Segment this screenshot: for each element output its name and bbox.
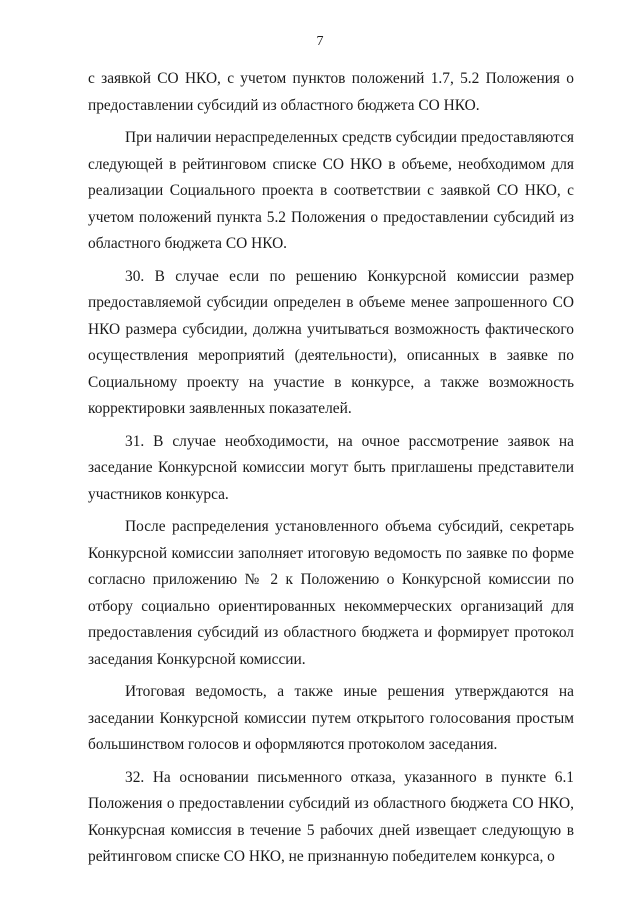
paragraph-clause-31: 31. В случае необходимости, на очное рассмотрение заявок на заседание Конкурсной комиссии могут быть приглашены представители участников конкурса. — [88, 432, 574, 503]
paragraph-final-statement: После распределения установленного объема субсидий, секретарь Конкурсной комиссии заполняет итоговую ведомость по заявке по форме согласно приложению № 2 к Положению о Конкурсной комиссии по отбору социально ориентированных некоммерческих организаций для предоставления субсидий из областного бюджета и формирует протокол заседания Конкурсной комиссии. — [88, 518, 574, 668]
paragraph-continuation: с заявкой СО НКО, с учетом пунктов положений 1.7, 5.2 Положения о предоставлении субсидий из областного бюджета СО НКО. — [88, 70, 574, 114]
paragraph-clause-32: 32. На основании письменного отказа, указанного в пункте 6.1 Положения о предоставлении субсидий из областного бюджета СО НКО, Конкурсная комиссия в течение 5 рабочих дней извещает следующую в рейтинговом списке СО НКО, не признанную победителем конкурса, о — [88, 768, 574, 865]
document-body — [88, 66, 574, 877]
paragraph-unallocated-funds: При наличии нераспределенных средств субсидии предоставляются следующей в рейтинговом списке СО НКО в объеме, необходимом для реализации Социального проекта в соответствии с заявкой СО НКО, с учетом положений пункта 5.2 Положения о предоставлении субсидий из областного бюджета СО НКО. — [88, 129, 574, 252]
paragraph-clause-30: 30. В случае если по решению Конкурсной комиссии размер предоставляемой субсидии определен в объеме менее запрошенного СО НКО размера субсидии, должна учитываться возможность фактического осуществления мероприятий (деятельности), описанных в заявке по Социальному проекту на участие в конкурсе, а также возможность корректировки заявленных показателей. — [88, 267, 574, 417]
paragraph-approval: Итоговая ведомость, а также иные решения утверждаются на заседании Конкурсной комиссии путем открытого голосования простым большинством голосов и оформляются протоколом заседания. — [88, 683, 574, 753]
page-number: 7 — [316, 34, 324, 49]
